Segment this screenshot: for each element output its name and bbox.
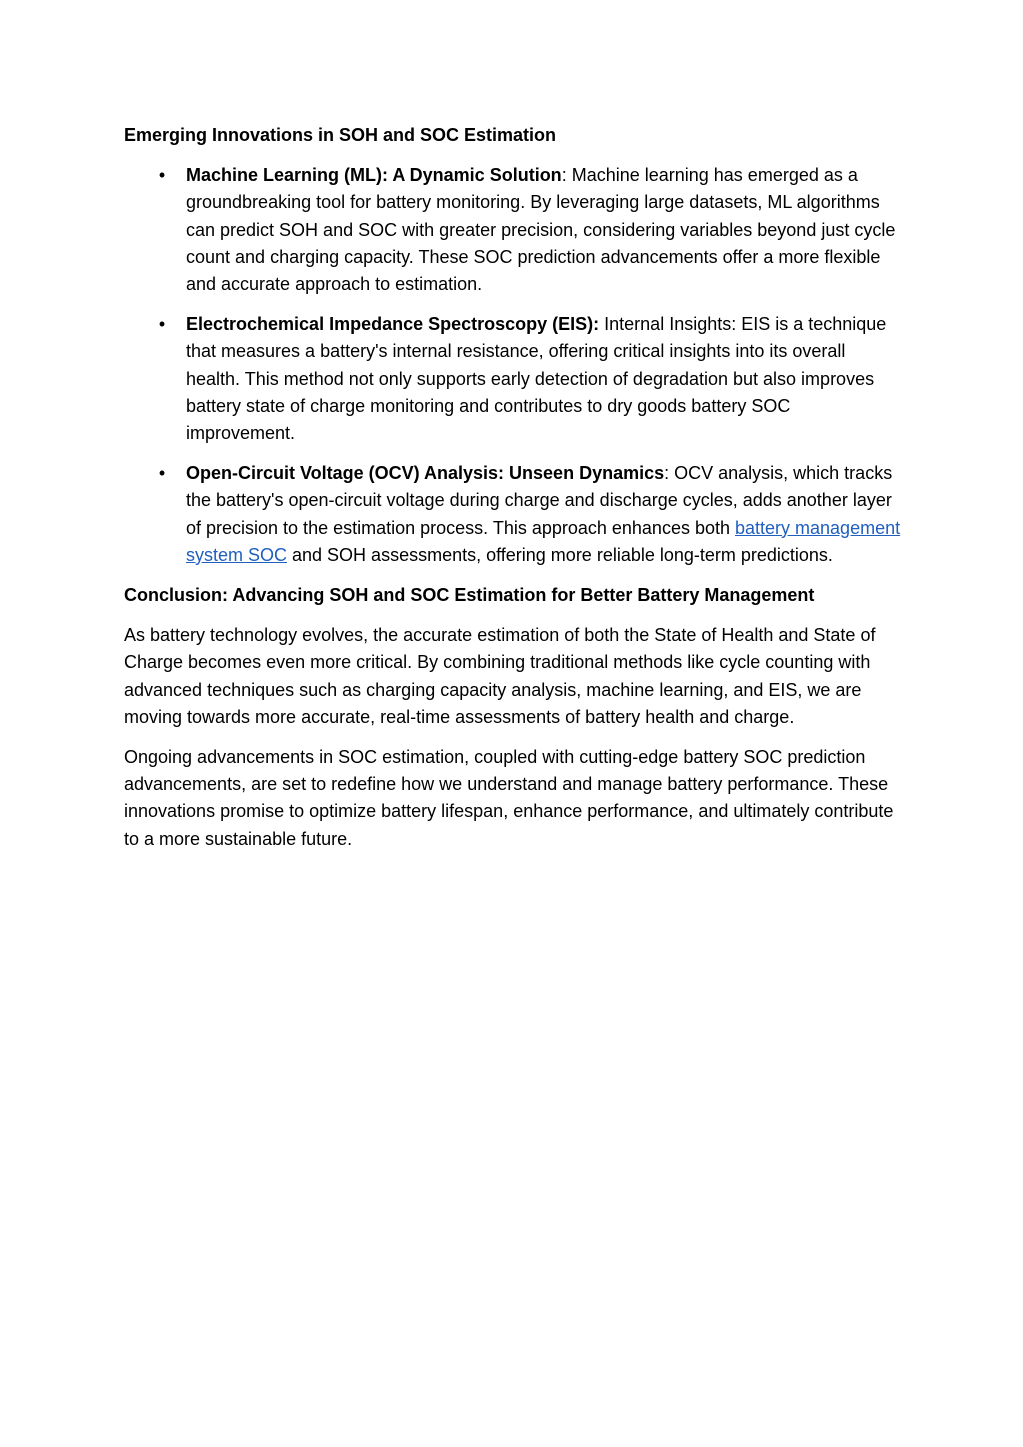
bullet-separator: : [561,165,572,186]
paragraph: As battery technology evolves, the accurate estimation of both the State of Health and State of Charge becomes even more critical. By combining traditional methods like cycle counting with advanced techniques such as charging capacity analysis, machine learning, and EIS, we are moving towards more accurate, real-time assessments of battery health and charge. [124,625,876,727]
list-item-ml [124,162,904,298]
bms-soc-link[interactable]: battery management system SOC [186,517,901,565]
bullet-text: Machine learning has emerged as a groundbreaking tool for battery monitoring. By leveraging large datasets, ML algorithms can predict SOH and SOC with greater precision, considering variables beyond just cycle count and charging capacity. These SOC prediction advancements offer a more flexible and accurate approach to estimation. [186,165,896,295]
section-heading-conclusion: Conclusion: Advancing SOH and SOC Estimation for Better Battery Management [124,585,815,606]
bullet-title: Machine Learning (ML): A Dynamic Solution [186,165,562,186]
bullet-title: Open-Circuit Voltage (OCV) Analysis: Unseen Dynamics [186,463,665,484]
bullet-dot-icon: • [158,463,166,484]
section-heading-innovations: Emerging Innovations in SOH and SOC Estimation [124,125,557,145]
list-item-eis [124,311,904,447]
list-item-ocv [124,460,904,569]
bullet-dot-icon: • [158,165,166,186]
bullet-dot-icon: • [158,314,166,335]
bullet-text: OCV analysis, which tracks the battery's open-circuit voltage during charge and discharge cycles, adds another layer of precision to the estimation process. This approach enhances both [186,463,893,538]
bullet-text: Internal Insights: EIS is a technique that measures a battery's internal resistance, offering critical insights into its overall health. This method not only supports early detection of degradation but also improves battery state of charge monitoring and contributes to dry goods battery SOC improvement. [186,314,887,444]
paragraph: Ongoing advancements in SOC estimation, coupled with cutting-edge battery SOC prediction advancements, are set to redefine how we understand and manage battery performance. These innovations promise to optimize battery lifespan, enhance performance, and ultimately contribute to a more sustainable future. [124,747,894,849]
innovations-list [124,162,904,569]
bullet-text: and SOH assessments, offering more reliable long-term predictions. [287,544,833,565]
bullet-separator: : [664,463,675,484]
bullet-title: Electrochemical Impedance Spectroscopy (EIS): [186,314,600,335]
document-content [124,122,904,866]
